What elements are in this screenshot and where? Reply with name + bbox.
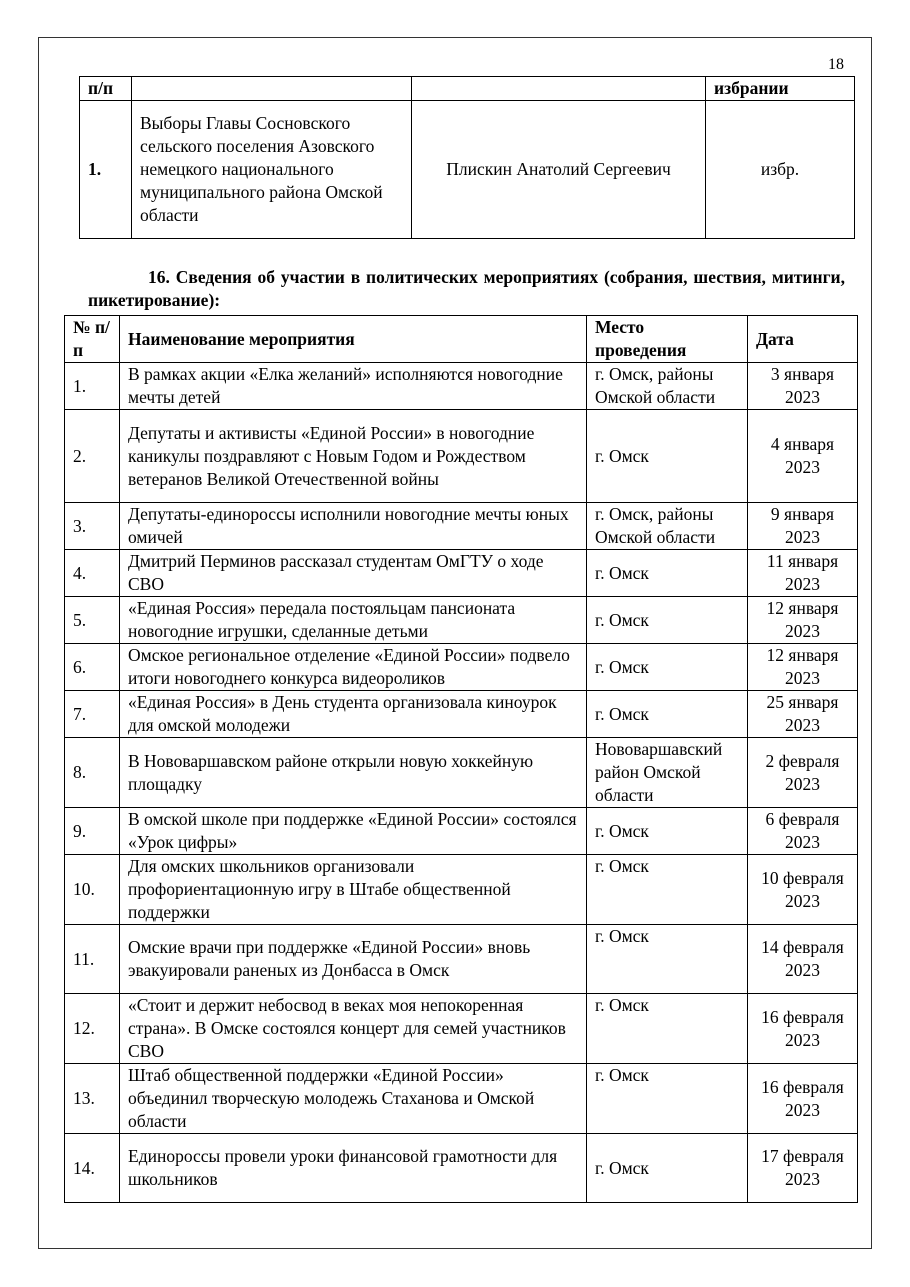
event-place: г. Омск [587,691,748,738]
header-name: Наименование мероприятия [120,316,587,363]
event-place: г. Омск [587,855,748,925]
event-date: 3 января 2023 [748,363,858,410]
event-date: 6 февраля 2023 [748,808,858,855]
row-num: 8. [65,738,120,808]
table-row [65,925,858,994]
event-name: Депутаты-единороссы исполнили новогодние мечты юных омичей [120,503,587,550]
event-place: г. Омск, районы Омской области [587,503,748,550]
row-num: 1. [80,101,132,239]
table-row [65,363,858,410]
event-date: 11 января 2023 [748,550,858,597]
row-num: 2. [65,410,120,503]
event-name: В рамках акции «Елка желаний» исполняются новогодние мечты детей [120,363,587,410]
event-place: г. Омск [587,808,748,855]
row-num: 12. [65,994,120,1064]
header-num: № п/п [65,316,120,363]
elections-table-header [80,77,855,101]
page-number: 18 [828,56,844,73]
events-table [64,315,858,1203]
header-num: п/п [80,77,132,101]
event-name: «Единая Россия» передала постояльцам пансионата новогодние игрушки, сделанные детьми [120,597,587,644]
table-row [65,597,858,644]
event-date: 14 февраля 2023 [748,925,858,994]
events-table-header [65,316,858,363]
row-num: 5. [65,597,120,644]
table-row [65,1064,858,1134]
event-date: 16 февраля 2023 [748,1064,858,1134]
table-row [65,644,858,691]
event-place: г. Омск [587,597,748,644]
event-name: Депутаты и активисты «Единой России» в новогодние каникулы поздравляют с Новым Годом и Рождеством ветеранов Великой Отечественной войны [120,410,587,503]
event-name: «Единая Россия» в День студента организовала киноурок для омской молодежи [120,691,587,738]
event-date: 10 февраля 2023 [748,855,858,925]
header-date: Дата [748,316,858,363]
header-col4: избрании [706,77,855,101]
event-date: 12 января 2023 [748,597,858,644]
event-place: г. Омск [587,1134,748,1203]
event-name: Единороссы провели уроки финансовой грамотности для школьников [120,1134,587,1203]
event-date: 2 февраля 2023 [748,738,858,808]
table-row [65,738,858,808]
table-row [65,994,858,1064]
elections-table [79,76,855,239]
event-place: г. Омск [587,644,748,691]
row-num: 9. [65,808,120,855]
row-num: 13. [65,1064,120,1134]
event-name: Омское региональное отделение «Единой России» подвело итоги новогоднего конкурса видеороликов [120,644,587,691]
event-name: Для омских школьников организовали профориентационную игру в Штабе общественной поддержки [120,855,587,925]
event-date: 16 февраля 2023 [748,994,858,1064]
row-num: 11. [65,925,120,994]
event-place: г. Омск, районы Омской области [587,363,748,410]
election-name: Выборы Главы Сосновского сельского поселения Азовского немецкого национального муниципального района Омской области [132,101,412,239]
event-name: В омской школе при поддержке «Единой России» состоялся «Урок цифры» [120,808,587,855]
event-date: 4 января 2023 [748,410,858,503]
election-result: избр. [706,101,855,239]
event-date: 9 января 2023 [748,503,858,550]
event-place: г. Омск [587,410,748,503]
row-num: 6. [65,644,120,691]
event-date: 12 января 2023 [748,644,858,691]
event-name: Дмитрий Перминов рассказал студентам ОмГТУ о ходе СВО [120,550,587,597]
table-row [65,503,858,550]
event-name: Штаб общественной поддержки «Единой России» объединил творческую молодежь Стаханова и Омской области [120,1064,587,1134]
table-row [65,550,858,597]
row-num: 3. [65,503,120,550]
row-num: 1. [65,363,120,410]
header-place: Место проведения [587,316,748,363]
event-place: Нововаршавский район Омской области [587,738,748,808]
section-heading: 16. Сведения об участии в политических мероприятиях (собрания, шествия, митинги, пикетирование): [88,267,845,310]
event-place: г. Омск [587,994,748,1064]
event-place: г. Омск [587,925,748,994]
candidate-name: Плискин Анатолий Сергеевич [412,101,706,239]
table-row [80,101,855,239]
header-col2 [132,77,412,101]
event-name: В Нововаршавском районе открыли новую хоккейную площадку [120,738,587,808]
event-place: г. Омск [587,1064,748,1134]
event-date: 17 февраля 2023 [748,1134,858,1203]
table-row [65,1134,858,1203]
row-num: 10. [65,855,120,925]
event-place: г. Омск [587,550,748,597]
table-row [65,855,858,925]
table-row [65,410,858,503]
row-num: 14. [65,1134,120,1203]
row-num: 7. [65,691,120,738]
header-col3 [412,77,706,101]
table-row [65,691,858,738]
event-date: 25 января 2023 [748,691,858,738]
row-num: 4. [65,550,120,597]
table-row [65,808,858,855]
event-name: Омские врачи при поддержке «Единой России» вновь эвакуировали раненых из Донбасса в Омск [120,925,587,994]
event-name: «Стоит и держит небосвод в веках моя непокоренная страна». В Омске состоялся концерт для семей участников СВО [120,994,587,1064]
